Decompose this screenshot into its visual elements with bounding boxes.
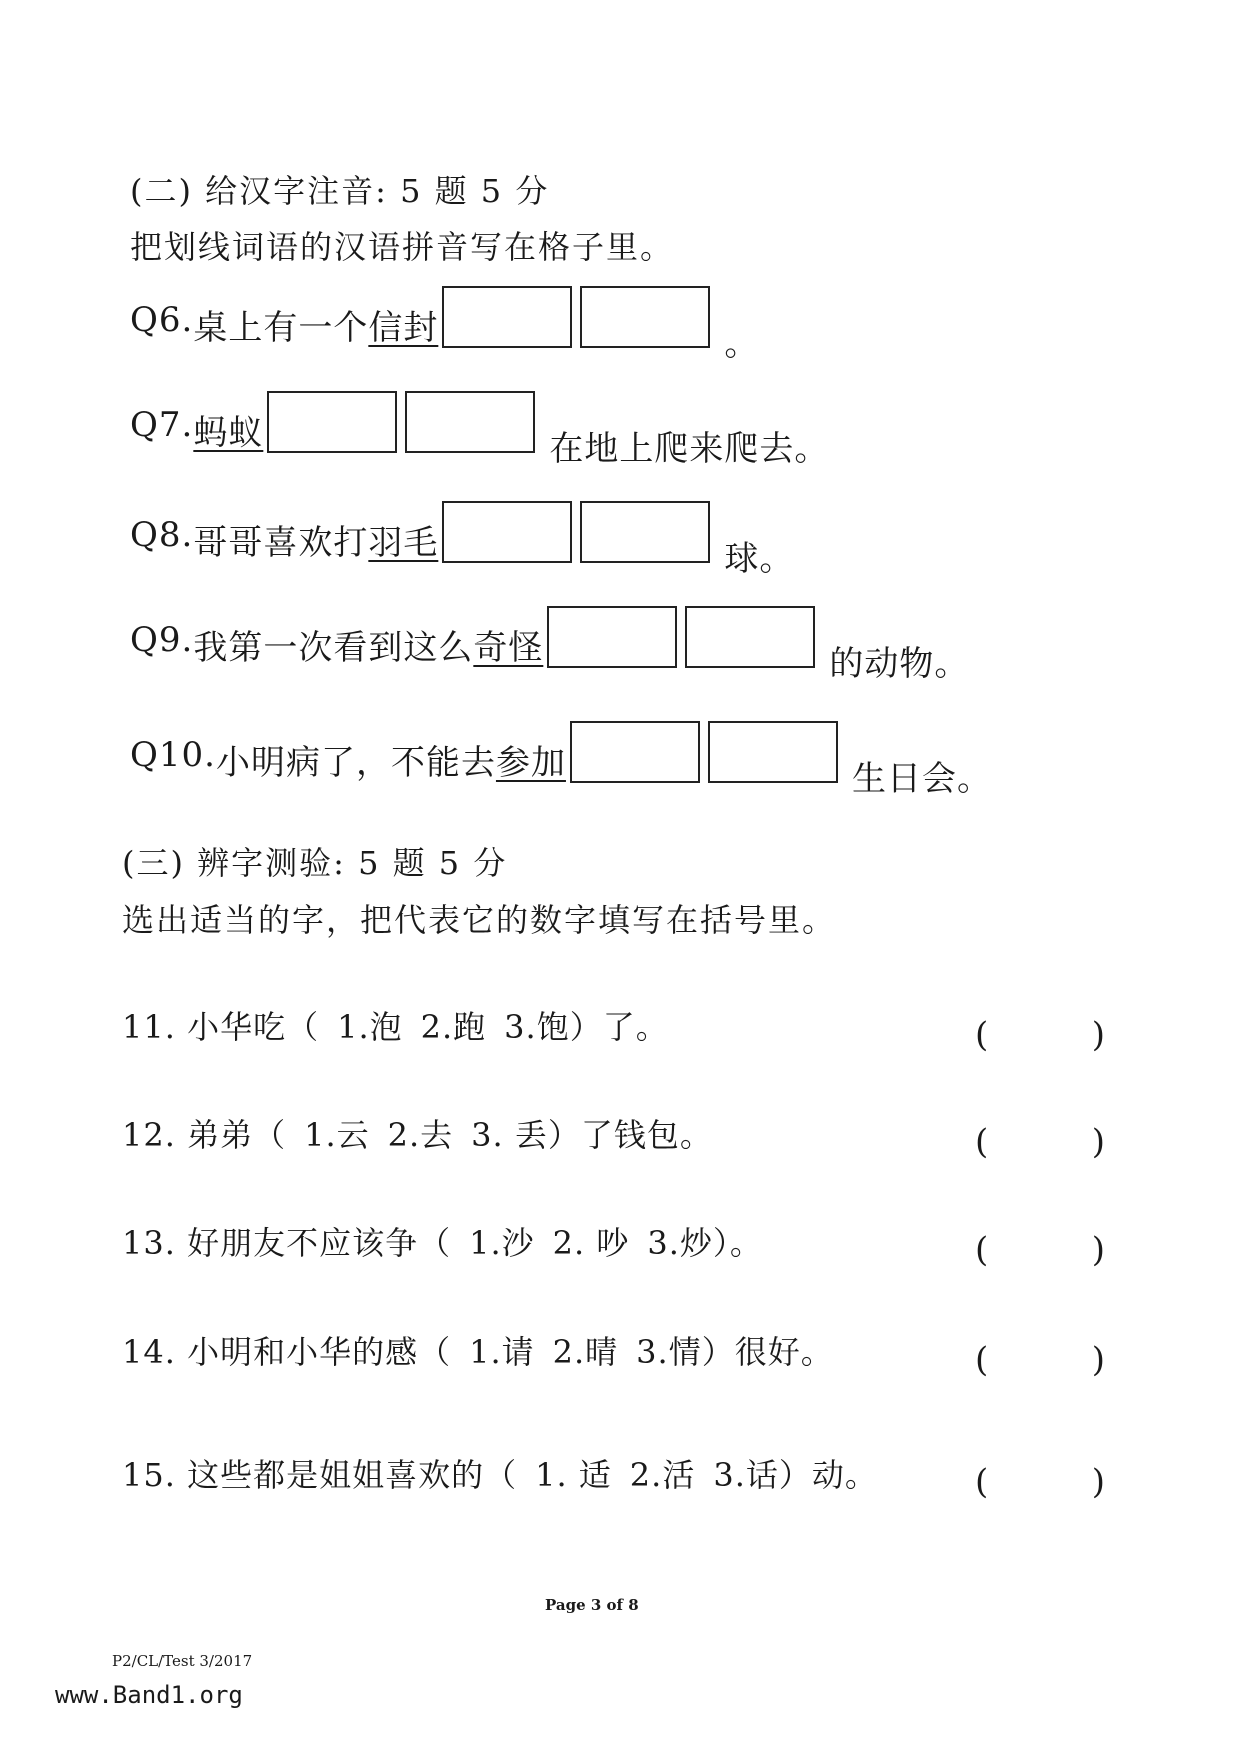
open-paren: ( <box>975 1462 989 1502</box>
question-tail: 球。 <box>724 539 795 579</box>
question-number: 15. <box>122 1456 176 1494</box>
pinyin-boxes <box>267 391 535 453</box>
open-paren: ( <box>975 1015 989 1055</box>
question-number: Q9. <box>130 620 194 660</box>
question-number: 12. <box>122 1116 176 1154</box>
close-paren: ) <box>1091 1015 1105 1055</box>
question-number: Q8. <box>130 515 194 555</box>
underlined-word: 信封 <box>368 308 439 348</box>
question-q6 <box>130 300 759 365</box>
option-1: 1.泡 <box>337 1008 403 1046</box>
pinyin-box[interactable] <box>580 286 710 348</box>
question-tail: ）动。 <box>778 1456 878 1494</box>
question-text: 桌上有一个 <box>193 308 369 348</box>
question-tail: ）了。 <box>569 1008 669 1046</box>
option-3: 3.话 <box>713 1456 779 1494</box>
option-2: 2.活 <box>629 1456 696 1494</box>
option-2: 2.晴 <box>552 1333 619 1371</box>
option-3: 3.炒 <box>647 1224 713 1262</box>
option-1: 1. 适 <box>535 1456 612 1494</box>
underlined-word: 奇怪 <box>473 628 544 668</box>
question-number: Q6. <box>130 300 194 340</box>
page-number: Page 3 of 8 <box>545 1596 639 1614</box>
section3-instruction: 选出适当的字，把代表它的数字填写在括号里。 <box>122 901 837 939</box>
document-code: P2/CL/Test 3/2017 <box>112 1652 253 1670</box>
question-q7 <box>130 405 829 470</box>
question-number: 11. <box>122 1008 176 1046</box>
option-3: 3.饱 <box>504 1008 570 1046</box>
question-tail: ）。 <box>712 1224 763 1262</box>
question-12 <box>122 1110 713 1156</box>
close-paren: ) <box>1091 1230 1105 1270</box>
question-text: 小明病了，不能去 <box>215 743 496 783</box>
pinyin-box[interactable] <box>442 286 572 348</box>
question-number: Q7. <box>130 405 194 445</box>
question-number: 13. <box>122 1224 176 1262</box>
option-2: 2.去 <box>387 1116 454 1154</box>
question-15 <box>122 1450 878 1496</box>
question-11 <box>122 1002 669 1048</box>
website-url: www.Band1.org <box>55 1681 243 1709</box>
question-text: 小明和小华的感（ <box>187 1333 452 1371</box>
option-3: 3.情 <box>636 1333 702 1371</box>
question-tail: ）很好。 <box>701 1333 834 1371</box>
pinyin-box[interactable] <box>442 501 572 563</box>
answer-field-12[interactable] <box>975 1122 1105 1162</box>
underlined-word: 蚂蚁 <box>193 413 264 453</box>
section3-heading: (三) 辨字测验: 5 题 5 分 <box>122 844 508 882</box>
question-text: 我第一次看到这么 <box>193 628 474 668</box>
underlined-word: 羽毛 <box>368 523 439 563</box>
close-paren: ) <box>1091 1122 1105 1162</box>
question-tail: 。 <box>724 324 760 364</box>
question-text: 弟弟（ <box>187 1116 287 1154</box>
question-number: 14. <box>122 1333 176 1371</box>
section2-instruction: 把划线词语的汉语拼音写在格子里。 <box>130 228 675 266</box>
answer-field-11[interactable] <box>975 1015 1105 1055</box>
pinyin-box[interactable] <box>580 501 710 563</box>
open-paren: ( <box>975 1230 989 1270</box>
pinyin-boxes <box>570 721 838 783</box>
pinyin-box[interactable] <box>405 391 535 453</box>
open-paren: ( <box>975 1122 989 1162</box>
option-1: 1.沙 <box>469 1224 535 1262</box>
answer-field-15[interactable] <box>975 1462 1105 1502</box>
question-text: 好朋友不应该争（ <box>187 1224 452 1262</box>
question-tail: 生日会。 <box>851 759 992 799</box>
option-1: 1.请 <box>469 1333 535 1371</box>
section2-heading: (二) 给汉字注音: 5 题 5 分 <box>130 172 550 210</box>
pinyin-box[interactable] <box>547 606 677 668</box>
question-tail: 在地上爬来爬去。 <box>549 429 830 469</box>
question-13 <box>122 1218 763 1264</box>
option-3: 3. 丢 <box>471 1116 548 1154</box>
pinyin-box[interactable] <box>708 721 838 783</box>
question-text: 哥哥喜欢打 <box>193 523 369 563</box>
option-2: 2.跑 <box>420 1008 487 1046</box>
option-1: 1.云 <box>304 1116 370 1154</box>
question-tail: ）了钱包。 <box>547 1116 713 1154</box>
option-2: 2. 吵 <box>552 1224 630 1262</box>
question-q8 <box>130 515 794 580</box>
open-paren: ( <box>975 1340 989 1380</box>
question-text: 小华吃（ <box>187 1008 320 1046</box>
pinyin-boxes <box>442 501 710 563</box>
question-14 <box>122 1327 834 1373</box>
question-q10 <box>130 735 992 800</box>
question-q9 <box>130 620 969 685</box>
pinyin-boxes <box>442 286 710 348</box>
answer-field-14[interactable] <box>975 1340 1105 1380</box>
underlined-word: 参加 <box>495 743 566 783</box>
pinyin-boxes <box>547 606 815 668</box>
answer-field-13[interactable] <box>975 1230 1105 1270</box>
question-tail: 的动物。 <box>829 644 970 684</box>
question-text: 这些都是姐姐喜欢的（ <box>187 1456 518 1494</box>
close-paren: ) <box>1091 1340 1105 1380</box>
pinyin-box[interactable] <box>685 606 815 668</box>
close-paren: ) <box>1091 1462 1105 1502</box>
question-number: Q10. <box>130 735 216 775</box>
pinyin-box[interactable] <box>267 391 397 453</box>
pinyin-box[interactable] <box>570 721 700 783</box>
